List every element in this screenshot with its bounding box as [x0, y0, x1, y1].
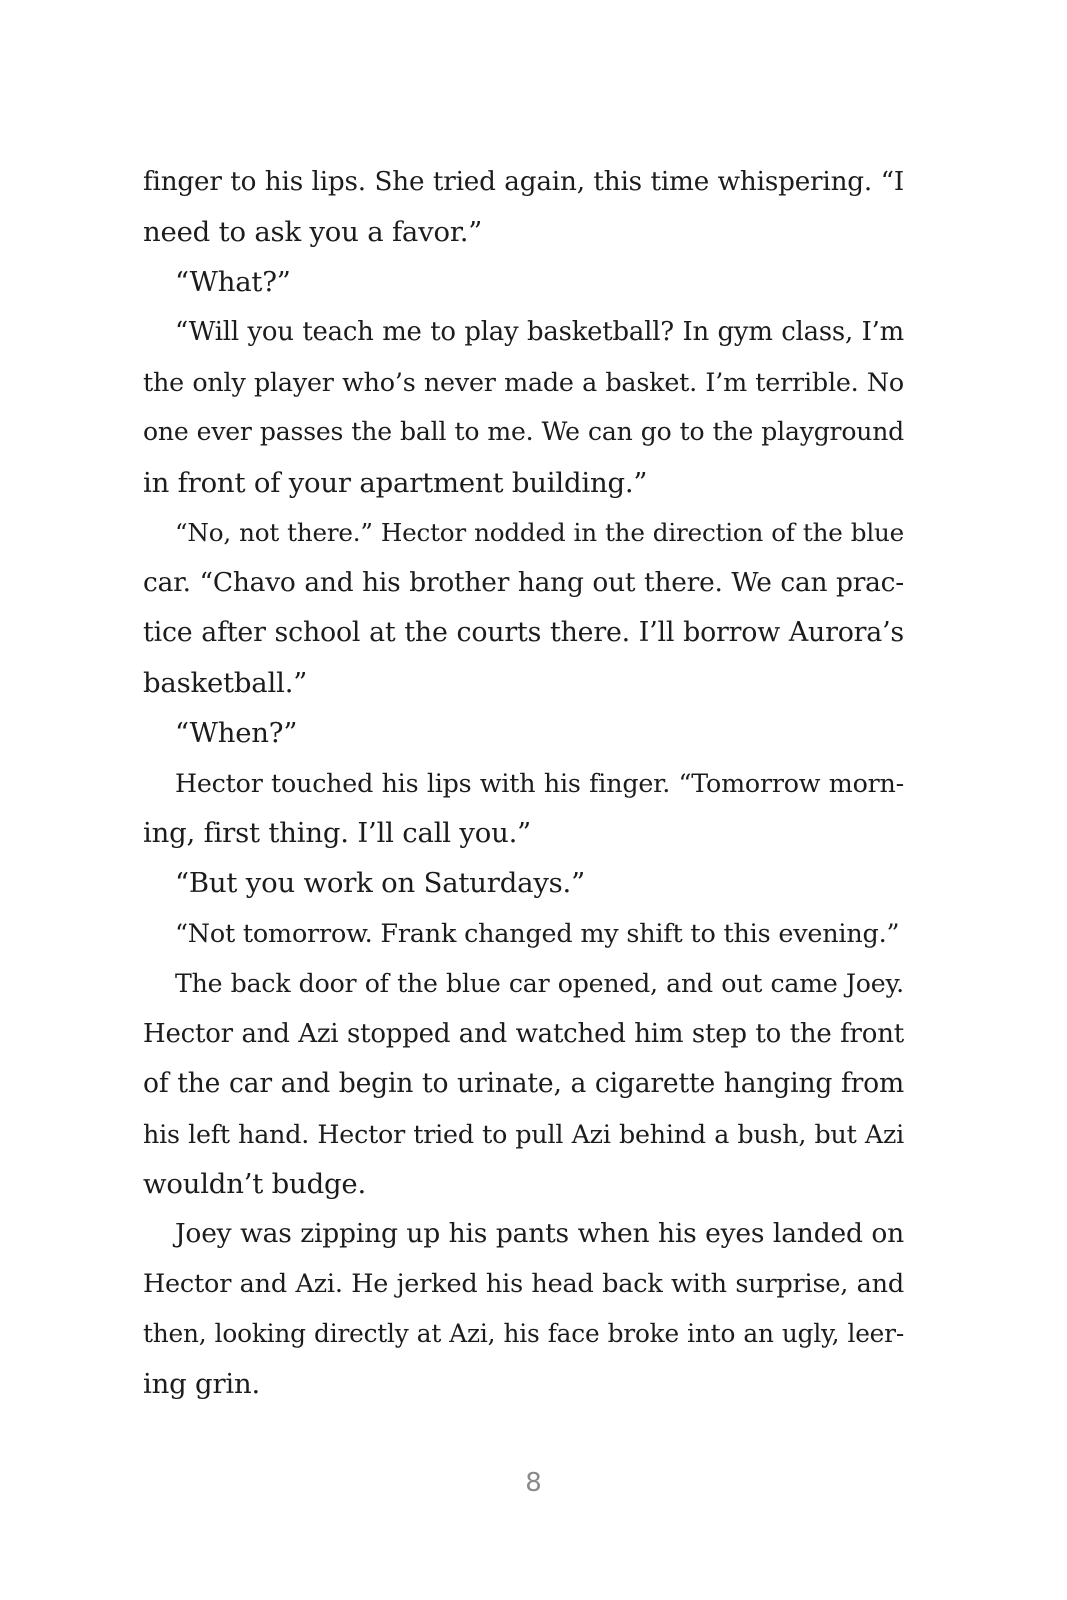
text-line: “When?” — [175, 717, 298, 750]
body-text — [143, 157, 904, 1409]
text-line: ing, first thing. I’ll call you.” — [143, 817, 532, 850]
text-line: Joey was zipping up his pants when his eyes landed on — [175, 1217, 904, 1249]
text-line: “What?” — [175, 266, 291, 299]
text-line: one ever passes the ball to me. We can go to the playground — [143, 417, 904, 447]
text-line: basketball.” — [143, 666, 308, 699]
text-line: “Will you teach me to play basketball? In gym class, I’m — [175, 317, 904, 348]
text-line: Hector and Azi stopped and watched him step to the front — [143, 1018, 904, 1049]
text-line: tice after school at the courts there. I’ll borrow Aurora’s — [143, 616, 904, 648]
text-line: “But you work on Saturdays.” — [175, 867, 585, 900]
text-line: the only player who’s never made a basket. I’m terrible. No — [143, 367, 904, 398]
text-line: “Not tomorrow. Frank changed my shift to this evening.” — [175, 918, 900, 949]
text-line: finger to his lips. She tried again, this time whispering. “I — [143, 167, 904, 197]
text-line: Hector touched his lips with his finger. “Tomorrow morn- — [175, 768, 904, 799]
text-line: then, looking directly at Azi, his face broke into an ugly, leer- — [143, 1319, 904, 1349]
text-line: in front of your apartment building.” — [143, 466, 648, 499]
text-line: of the car and begin to urinate, a cigarette hanging from — [143, 1067, 904, 1099]
text-line: ing grin. — [143, 1368, 261, 1401]
text-line: The back door of the blue car opened, and out came Joey. — [175, 968, 904, 998]
page-number: 8 — [525, 1468, 542, 1498]
text-line: car. “Chavo and his brother hang out there. We can prac- — [143, 566, 904, 598]
text-line: his left hand. Hector tried to pull Azi behind a bush, but Azi — [143, 1118, 904, 1149]
text-line: wouldn’t budge. — [143, 1167, 366, 1200]
text-line: need to ask you a favor.” — [143, 216, 483, 249]
text-line: Hector and Azi. He jerked his head back with surprise, and — [143, 1269, 904, 1300]
text-line: “No, not there.” Hector nodded in the direction of the blue — [175, 517, 904, 547]
